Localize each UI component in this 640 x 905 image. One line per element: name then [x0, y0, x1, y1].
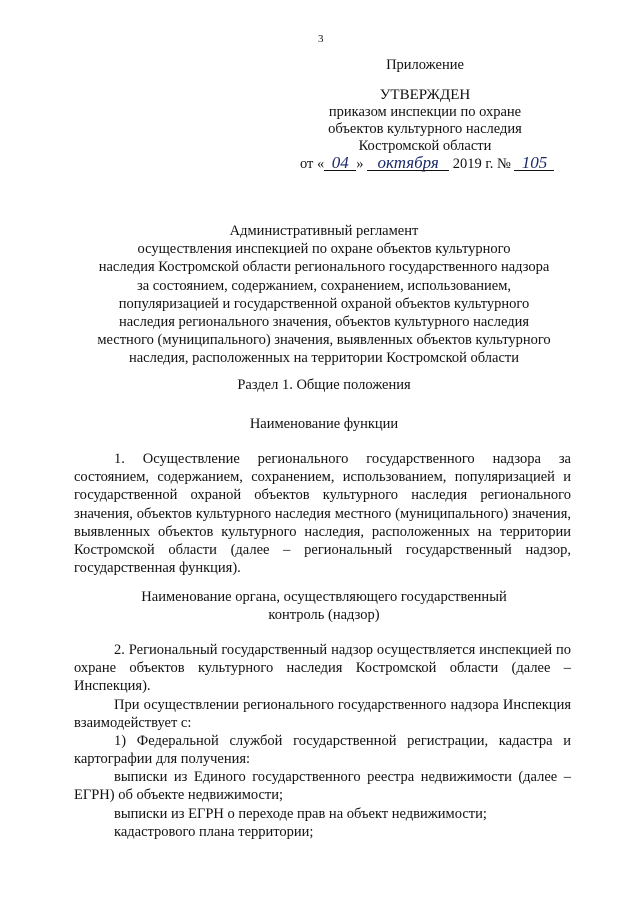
paragraph-1: 1. Осуществление регионального государственного надзора за состоянием, содержанием, сохранением, использованием, популяризацией и государственной охраной объектов культурного наследия регионального значения, объектов культурного наследия местного (муниципального) значения, выявленных объектов культурного наследия, расположенных на территории Костромской области (далее – региональный государственный надзор, государственная функция).: [74, 451, 571, 577]
handwritten-month: октября: [367, 155, 449, 171]
date-prefix: от «: [300, 156, 325, 172]
title-line-2: осуществления инспекцией по охране объектов культурного: [137, 241, 511, 258]
document-title: [74, 222, 574, 368]
paragraph-3: При осуществлении регионального государственного надзора Инспекция взаимодействует с:: [74, 697, 571, 732]
title-line-1: Административный регламент: [229, 223, 419, 239]
organ-heading-line-2: контроль (надзор): [268, 607, 380, 623]
handwritten-day: 04: [324, 155, 356, 171]
title-line-7: местного (муниципального) значения, выявленных объектов культурного: [97, 332, 551, 349]
approval-line-2: объектов культурного наследия: [328, 121, 522, 137]
paragraph-2: 2. Региональный государственный надзор осуществляется инспекцией по охране объектов культурного наследия Костромской области (далее – Инспекция).: [74, 642, 571, 695]
title-line-5: популяризацией и государственной охраной объектов культурного: [118, 295, 530, 312]
approval-line-3: Костромской области: [358, 138, 492, 154]
title-line-4: за состоянием, содержанием, сохранением, использованием,: [136, 277, 512, 294]
title-line-6: наследия регионального значения, объектов культурного наследия: [118, 314, 530, 331]
order-date-line: [300, 155, 550, 173]
approved-label: УТВЕРЖДЕН: [379, 87, 471, 103]
appendix-block: [300, 57, 550, 173]
date-year: 2019 г. №: [452, 156, 511, 172]
paragraph-4: 1) Федеральной службой государственной регистрации, кадастра и картографии для получения:: [74, 733, 571, 768]
handwritten-order-number: 105: [514, 155, 554, 171]
line-egrn-transfer: выписки из ЕГРН о переходе прав на объект недвижимости;: [114, 806, 487, 822]
title-line-8: наследия, расположенных на территории Костромской области: [128, 350, 520, 367]
appendix-label: Приложение: [386, 57, 464, 73]
section-heading: Раздел 1. Общие положения: [237, 377, 411, 393]
approval-line-1: приказом инспекции по охране: [328, 104, 522, 120]
organ-heading-line-1: Наименование органа, осуществляющего государственный: [141, 589, 507, 605]
title-line-3: наследия Костромской области регионального государственного надзора: [98, 259, 550, 276]
page-number: 3: [318, 33, 324, 45]
function-heading: Наименование функции: [249, 416, 399, 432]
date-mid: »: [356, 156, 364, 172]
paragraph-5: выписки из Единого государственного реестра недвижимости (далее – ЕГРН) об объекте недвижимости;: [74, 769, 571, 804]
line-cadastral-plan: кадастрового плана территории;: [114, 824, 314, 840]
